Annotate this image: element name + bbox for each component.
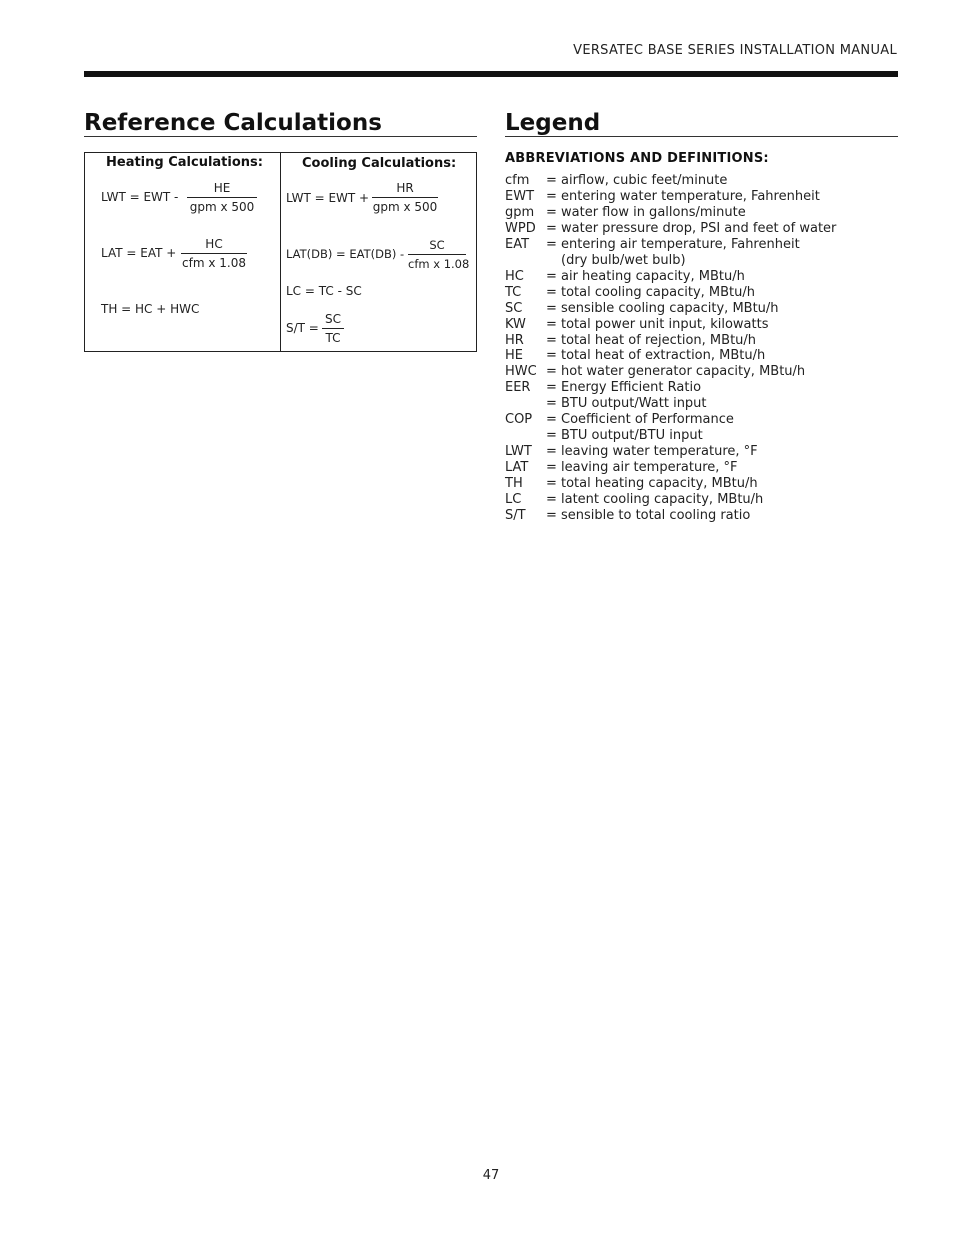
legend-abbreviation: KW (505, 316, 526, 332)
legend-row (505, 492, 898, 508)
cooling-lc-formula: LC = TC - SC (286, 284, 362, 298)
legend-definition: leaving air temperature, °F (561, 460, 738, 476)
heating-th-formula: TH = HC + HWC (101, 302, 200, 316)
legend-abbreviation: TH (505, 476, 523, 492)
legend-definition: total power unit input, kilowatts (561, 316, 769, 332)
legend-abbreviation: HC (505, 268, 524, 284)
legend-definition: latent cooling capacity, MBtu/h (561, 492, 764, 508)
legend-abbreviation: WPD (505, 220, 536, 236)
cooling-lat-lhs: LAT(DB) = EAT(DB) - (286, 247, 405, 261)
legend-definition: sensible to total cooling ratio (561, 508, 751, 524)
legend-row (505, 333, 898, 349)
heating-lwt-denominator: gpm x 500 (189, 200, 255, 214)
legend-equals: = (546, 396, 557, 412)
legend-row (505, 189, 898, 205)
legend-row (505, 444, 898, 460)
legend-abbreviation: HWC (505, 364, 537, 380)
legend-equals: = (546, 220, 557, 236)
legend-equals: = (546, 332, 557, 348)
legend-abbreviation: SC (505, 300, 523, 316)
legend-abbreviation: HR (505, 332, 524, 348)
legend-definition: total heat of extraction, MBtu/h (561, 348, 766, 364)
legend-abbreviation: EAT (505, 236, 530, 252)
cooling-lwt-numerator: HR (372, 181, 438, 198)
legend-row (505, 428, 898, 444)
legend-equals: = (546, 204, 557, 220)
legend-definition: airflow, cubic feet/minute (561, 173, 728, 188)
reference-calculations-title: Reference Calculations (84, 110, 477, 137)
legend-abbreviation (505, 396, 546, 412)
cooling-lat-fraction (408, 238, 470, 271)
cooling-st-denominator: TC (325, 331, 341, 345)
legend-title: Legend (505, 110, 898, 137)
legend-row (505, 364, 898, 380)
legend-row (505, 396, 898, 412)
legend-definition: entering air temperature, Fahrenheit (561, 236, 800, 252)
cooling-lwt-lhs: LWT = EWT + (286, 191, 370, 205)
legend-row (505, 348, 898, 364)
legend-equals: = (546, 364, 557, 380)
heating-lat-fraction (181, 237, 247, 270)
legend-row (505, 237, 898, 253)
legend-abbreviation: EER (505, 380, 531, 396)
legend-equals: = (546, 444, 557, 460)
cooling-lat-denominator: cfm x 1.08 (408, 257, 470, 271)
legend-abbreviation: TC (505, 284, 522, 300)
cooling-calculations-heading: Cooling Calculations: (302, 156, 457, 171)
legend-equals: = (546, 380, 557, 396)
legend-row (505, 317, 898, 333)
legend-row (505, 508, 898, 524)
legend-abbreviation (505, 428, 546, 444)
heating-lat-lhs: LAT = EAT + (101, 246, 177, 260)
legend-abbreviation: LC (505, 492, 522, 508)
legend-abbreviation: LAT (505, 460, 529, 476)
running-header: VERSATEC BASE SERIES INSTALLATION MANUAL (573, 43, 897, 58)
reference-calculations-box (84, 152, 477, 352)
legend-row (505, 221, 898, 237)
legend-equals: = (546, 508, 557, 524)
legend-row (505, 285, 898, 301)
legend-equals: = (546, 460, 557, 476)
abbreviations-list (505, 173, 898, 524)
legend-equals: = (546, 284, 557, 300)
legend-abbreviation (505, 253, 546, 269)
legend-row (505, 460, 898, 476)
legend-equals: = (546, 412, 557, 428)
legend-definition: water flow in gallons/minute (561, 204, 746, 220)
cooling-st-numerator: SC (322, 312, 344, 329)
legend-row (505, 269, 898, 285)
legend-equals (546, 253, 561, 269)
legend-definition: water pressure drop, PSI and feet of water (561, 220, 837, 236)
cooling-lwt-fraction (372, 181, 438, 214)
legend-definition: Energy Efficient Ratio (561, 380, 702, 396)
heating-calculations-heading: Heating Calculations: (106, 155, 263, 170)
legend-abbreviation: EWT (505, 188, 535, 204)
legend-definition: BTU output/Watt input (561, 396, 707, 412)
cooling-lwt-denominator: gpm x 500 (372, 200, 438, 214)
legend-row (505, 476, 898, 492)
legend-equals: = (546, 300, 557, 316)
legend-definition: total heat of rejection, MBtu/h (561, 332, 757, 348)
legend-definition: BTU output/BTU input (561, 428, 703, 444)
legend-definition: total cooling capacity, MBtu/h (561, 284, 755, 300)
legend-definition: sensible cooling capacity, MBtu/h (561, 300, 779, 316)
legend-equals: = (546, 428, 557, 444)
legend-abbreviation: LWT (505, 444, 532, 460)
page-number: 47 (482, 1168, 500, 1183)
legend-row (505, 253, 898, 269)
abbreviations-subheading: ABBREVIATIONS AND DEFINITIONS: (505, 151, 769, 166)
legend-equals: = (546, 476, 557, 492)
column-divider (280, 153, 281, 351)
cooling-lat-numerator: SC (408, 238, 466, 255)
legend-equals: = (546, 188, 557, 204)
legend-definition: total heating capacity, MBtu/h (561, 476, 758, 492)
legend-definition: leaving water temperature, °F (561, 444, 758, 460)
legend-definition: Coefficient of Performance (561, 412, 734, 428)
legend-equals: = (546, 236, 557, 252)
legend-equals: = (546, 492, 557, 508)
legend-row (505, 205, 898, 221)
legend-abbreviation: cfm (505, 173, 530, 188)
header-rule (84, 71, 898, 77)
legend-abbreviation: COP (505, 412, 533, 428)
legend-equals: = (546, 173, 557, 188)
heating-lat-denominator: cfm x 1.08 (182, 256, 246, 270)
legend-row (505, 380, 898, 396)
cooling-st-fraction (322, 312, 344, 345)
legend-row (505, 301, 898, 317)
legend-equals: = (546, 316, 557, 332)
legend-abbreviation: gpm (505, 204, 535, 220)
cooling-st-lhs: S/T = (286, 321, 319, 335)
heating-lat-numerator: HC (181, 237, 247, 254)
legend-abbreviation: S/T (505, 508, 526, 524)
legend-definition: air heating capacity, MBtu/h (561, 268, 745, 284)
heating-lwt-fraction (187, 181, 257, 214)
legend-row (505, 173, 898, 189)
legend-row (505, 412, 898, 428)
legend-equals: = (546, 348, 557, 364)
legend-definition: (dry bulb/wet bulb) (561, 252, 686, 268)
legend-definition: hot water generator capacity, MBtu/h (561, 364, 806, 380)
heating-lwt-lhs: LWT = EWT - (101, 190, 179, 204)
legend-equals: = (546, 268, 557, 284)
heating-lwt-numerator: HE (187, 181, 257, 198)
legend-abbreviation: HE (505, 348, 523, 364)
legend-definition: entering water temperature, Fahrenheit (561, 188, 820, 204)
